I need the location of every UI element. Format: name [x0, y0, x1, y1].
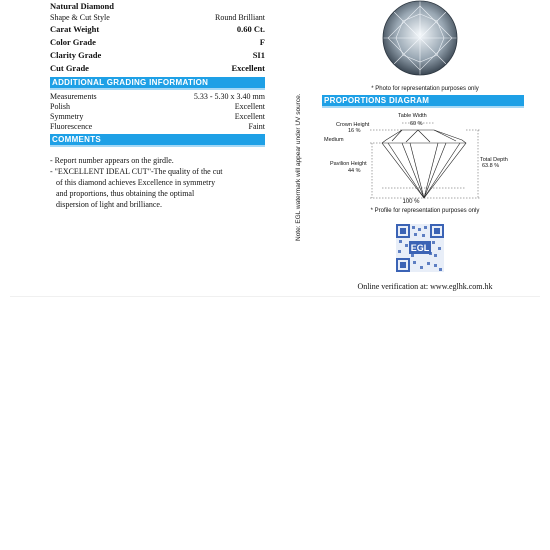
- comments-body: - Report number appears on the girdle. - "EXCELLENT IDEAL CUT"-The quality of the cut of this diamond achieves Excellence in symmetry and proportions, thus obtaining the optimal dispersion of light and brilliance.: [50, 156, 223, 209]
- crown-height-label: Crown Height: [336, 122, 370, 128]
- crown-height-value: 16 %: [348, 128, 361, 134]
- table-width-value: 60 %: [410, 121, 423, 127]
- pavilion-height-value: 44 %: [348, 168, 361, 174]
- qr-egl-text: EGL: [410, 243, 430, 253]
- detail-row-clarity: Clarity Grade SI1: [50, 50, 265, 60]
- detail-row-polish: Polish Excellent: [50, 102, 265, 111]
- profile-caption: * Profile for representation purposes only: [370, 208, 480, 214]
- photo-caption: * Photo for representation purposes only: [371, 86, 479, 92]
- detail-row-shape: Shape & Cut Style Round Brilliant: [50, 13, 265, 22]
- detail-row-cut: Cut Grade Excellent: [50, 63, 265, 73]
- certificate-card: [10, 0, 540, 297]
- watermark-note: Note: EGL watermark will appear under UV source.: [295, 93, 302, 241]
- girdle-label: Medium: [324, 137, 344, 143]
- additional-grading-rows: [50, 92, 265, 132]
- detail-row-carat: Carat Weight 0.60 Ct.: [50, 24, 265, 34]
- diamond-photo: [310, 0, 540, 80]
- total-depth-label: Total Depth: [480, 157, 508, 163]
- right-panel: [310, 0, 540, 291]
- egl-qr-code: [310, 224, 540, 274]
- online-verification-label: Online verification at:: [357, 282, 429, 291]
- total-depth-value: 63.8 %: [482, 163, 500, 169]
- detail-row-measurements: Measurements 5.33 - 5.30 x 3.40 mm: [50, 92, 265, 101]
- width-value: 100 %: [402, 199, 420, 205]
- natural-diamond-title: Natural Diamond: [50, 1, 114, 11]
- detail-row-symmetry: Symmetry Excellent: [50, 112, 265, 121]
- proportions-diagram: [310, 110, 540, 200]
- online-verification-url[interactable]: www.eglhk.com.hk: [430, 282, 493, 291]
- detail-row-color: Color Grade F: [50, 37, 265, 47]
- online-verification: [310, 282, 540, 291]
- table-width-label: Table Width: [398, 113, 427, 119]
- pavilion-height-label: Pavilion Height: [330, 161, 367, 167]
- detail-row-fluorescence: Fluorescence Faint: [50, 122, 265, 131]
- proportions-header: PROPORTIONS DIAGRAM: [322, 95, 524, 108]
- comments-header: COMMENTS: [50, 134, 265, 147]
- grading-details: [50, 0, 265, 210]
- additional-grading-header: ADDITIONAL GRADING INFORMATION: [50, 77, 265, 90]
